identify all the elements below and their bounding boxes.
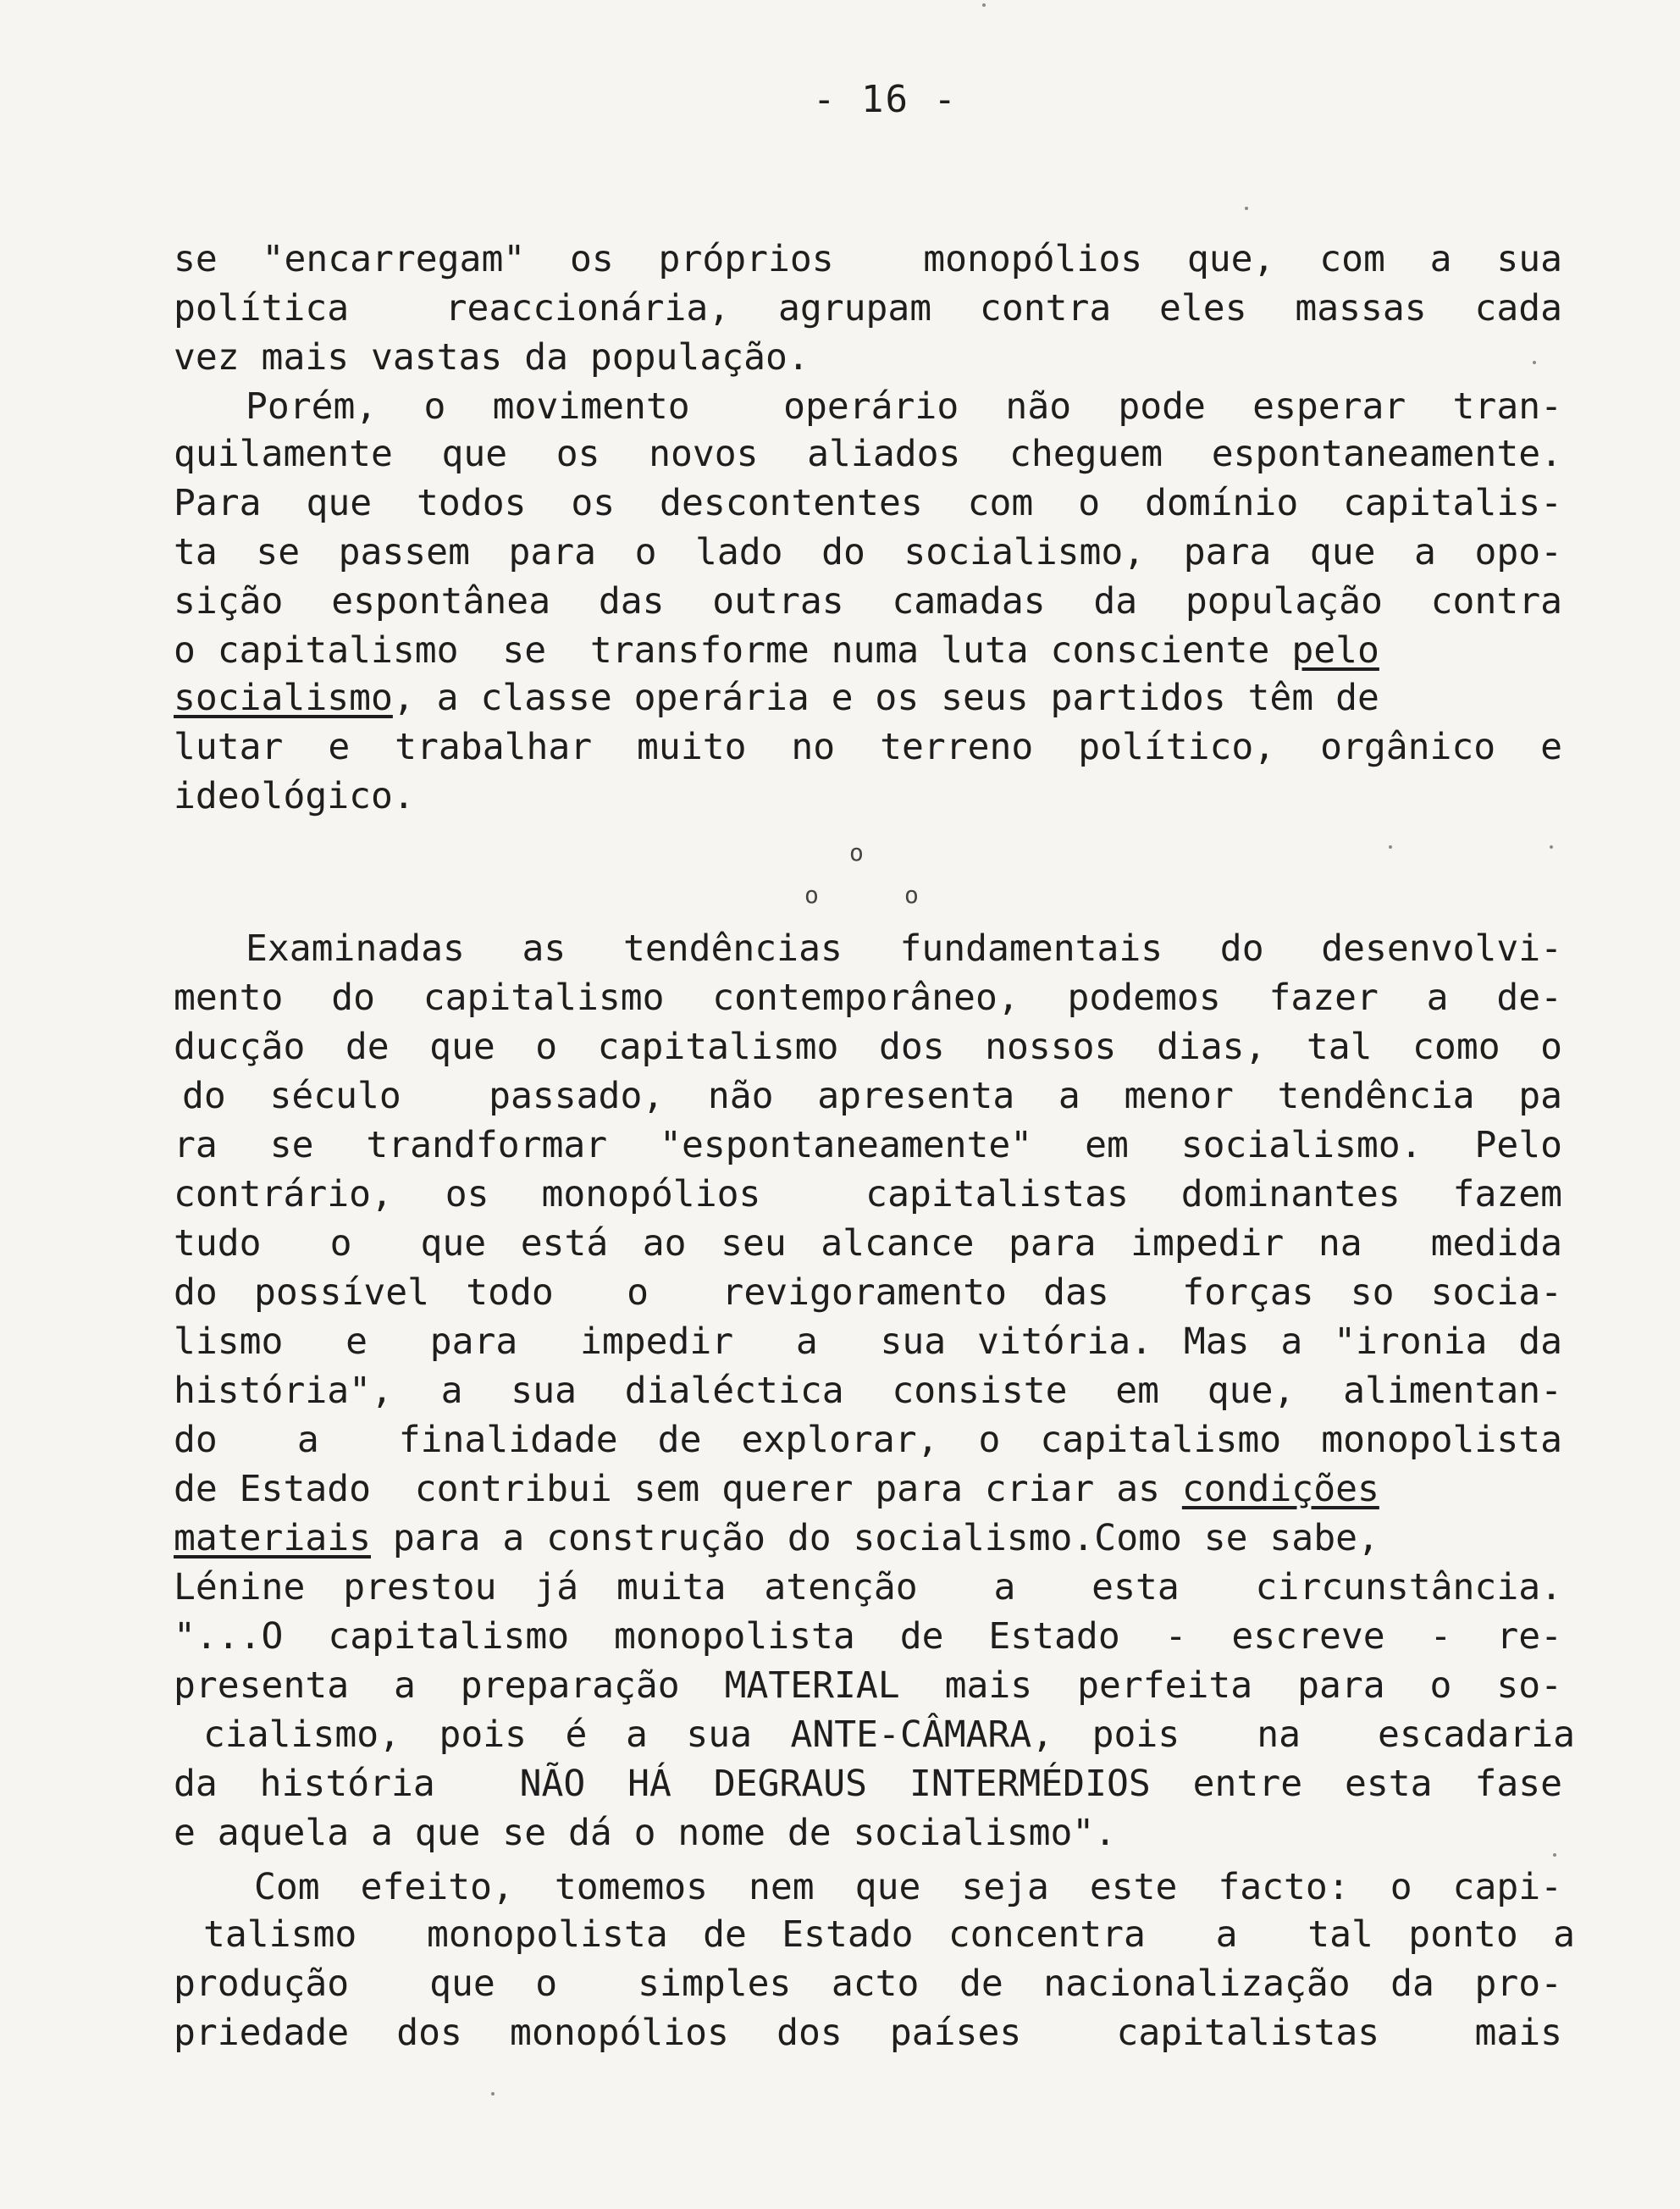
text-line: sição espontânea das outras camadas da população contra bbox=[174, 580, 1562, 623]
text-line: "...O capitalismo monopolista de Estado - escreve - re- bbox=[174, 1615, 1562, 1658]
text-line bbox=[174, 1514, 1562, 1562]
text-run: , a classe operária e os seus partidos têm de bbox=[392, 677, 1379, 719]
text-line: do a finalidade de explorar, o capitalismo monopolista bbox=[174, 1419, 1562, 1461]
text-line: tudo o que está ao seu alcance para impedir na medida bbox=[174, 1222, 1562, 1265]
text-line: ideológico. bbox=[174, 775, 415, 817]
scan-speck bbox=[1553, 1853, 1556, 1857]
text-line: lutar e trabalhar muito no terreno político, orgânico e bbox=[174, 726, 1562, 768]
text-line: Lénine prestou já muita atenção a esta circunstância. bbox=[174, 1566, 1562, 1608]
underlined-text: materiais bbox=[174, 1517, 371, 1559]
scan-speck bbox=[1533, 361, 1536, 364]
text-line: do possível todo o revigoramento das forças so socia- bbox=[174, 1271, 1562, 1314]
text-line: vez mais vastas da população. bbox=[174, 336, 810, 379]
text-line: se "encarregam" os próprios monopólios que, com a sua bbox=[174, 238, 1562, 280]
text-line: cialismo, pois é a sua ANTE-CÂMARA, pois na escadaria bbox=[203, 1713, 1575, 1756]
scan-speck bbox=[491, 2092, 495, 2096]
text-line: ta se passem para o lado do socialismo, para que a opo- bbox=[174, 531, 1562, 573]
separator-mark: o bbox=[904, 881, 919, 909]
text-line: mento do capitalismo contemporâneo, podemos fazer a de- bbox=[174, 977, 1562, 1019]
text-line: Para que todos os descontentes com o domínio capitalis- bbox=[174, 482, 1562, 524]
scan-speck bbox=[1245, 207, 1248, 210]
text-line: priedade dos monopólios dos países capitalistas mais bbox=[174, 2012, 1562, 2054]
text-line: quilamente que os novos aliados cheguem espontaneamente. bbox=[174, 433, 1562, 475]
text-line: presenta a preparação MATERIAL mais perfeita para o so- bbox=[174, 1664, 1562, 1707]
text-line: Examinadas as tendências fundamentais do desenvolvi- bbox=[246, 927, 1562, 970]
text-line bbox=[174, 1465, 1562, 1513]
text-line: ra se trandformar "espontaneamente" em socialismo. Pelo bbox=[174, 1124, 1562, 1166]
text-run: de Estado contribui sem querer para criar as bbox=[174, 1468, 1182, 1510]
text-line: lismo e para impedir a sua vitória. Mas a "ironia da bbox=[174, 1320, 1562, 1363]
text-line: da história NÃO HÁ DEGRAUS INTERMÉDIOS entre esta fase bbox=[174, 1763, 1562, 1805]
text-line bbox=[174, 627, 1562, 674]
text-line: produção que o simples acto de nacionalização da pro- bbox=[174, 1963, 1562, 2005]
scan-speck bbox=[1550, 845, 1553, 849]
text-line bbox=[174, 674, 1562, 722]
text-line: e aquela a que se dá o nome de socialismo". bbox=[174, 1812, 1117, 1854]
underlined-text: pelo bbox=[1291, 629, 1379, 672]
text-line: Porém, o movimento operário não pode esperar tran- bbox=[246, 385, 1562, 428]
scan-speck bbox=[982, 3, 986, 7]
text-line: Com efeito, tomemos nem que seja este facto: o capi- bbox=[254, 1866, 1562, 1908]
text-line: do século passado, não apresenta a menor tendência pa bbox=[182, 1075, 1562, 1117]
text-run: para a construção do socialismo.Como se sabe, bbox=[371, 1517, 1379, 1559]
text-line: política reaccionária, agrupam contra eles massas cada bbox=[174, 287, 1562, 329]
underlined-text: socialismo bbox=[174, 677, 393, 719]
text-line: ducção de que o capitalismo dos nossos dias, tal como o bbox=[174, 1026, 1562, 1068]
separator-mark: o bbox=[849, 839, 864, 866]
text-run: o capitalismo se transforme numa luta consciente bbox=[174, 629, 1292, 672]
text-line: contrário, os monopólios capitalistas dominantes fazem bbox=[174, 1173, 1562, 1215]
text-line: história", a sua dialéctica consiste em que, alimentan- bbox=[174, 1370, 1562, 1412]
underlined-text: condições bbox=[1181, 1468, 1379, 1510]
scan-speck bbox=[1389, 845, 1392, 849]
page-number: - 16 - bbox=[813, 78, 958, 121]
separator-mark: o bbox=[804, 881, 819, 909]
text-line: talismo monopolista de Estado concentra a tal ponto a bbox=[203, 1913, 1575, 1956]
